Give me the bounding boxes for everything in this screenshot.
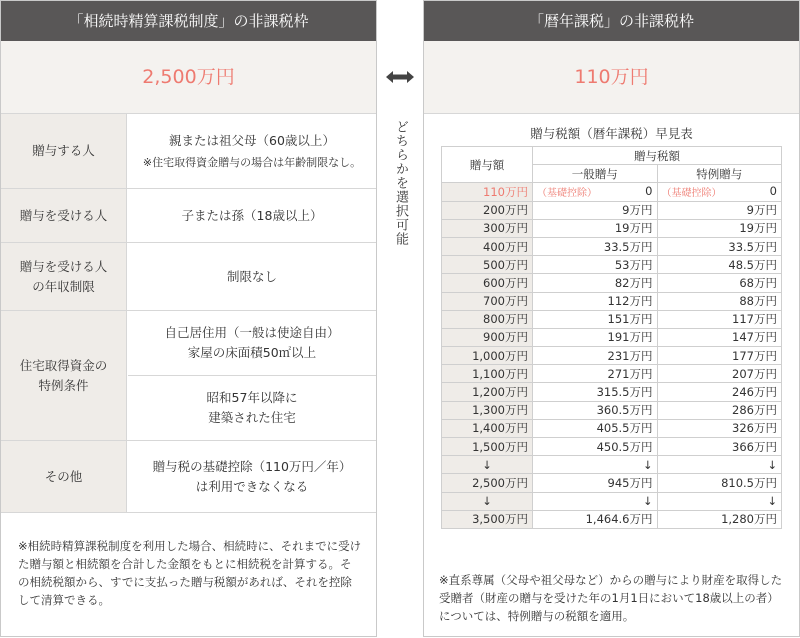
cell-general: 82万円 xyxy=(533,274,658,292)
table-row xyxy=(442,201,782,219)
cell-amount: 1,200万円 xyxy=(442,383,533,401)
table-row xyxy=(442,219,782,237)
cell-general: 945万円 xyxy=(533,474,658,492)
row-label: その他 xyxy=(1,441,127,512)
kiso-label: （基礎控除） xyxy=(537,188,597,200)
table-row xyxy=(442,347,782,365)
header-special: 特例贈与 xyxy=(657,165,782,183)
table-row xyxy=(442,474,782,492)
cell-general: 450.5万円 xyxy=(533,438,658,456)
table-title: 贈与税額（暦年課税）早見表 xyxy=(530,126,693,141)
double-arrow-icon xyxy=(386,70,414,84)
cell-special: 286万円 xyxy=(657,401,782,419)
cell-general: ↓ xyxy=(533,492,658,510)
cell-amount: 1,000万円 xyxy=(442,347,533,365)
exemption-amount: 110万円 xyxy=(424,41,799,114)
cell-amount: 1,100万円 xyxy=(442,365,533,383)
footnote: ※相続時精算課税制度を利用した場合、相続時に、それまでに受けた贈与額と相続額を合計した金額をもとに相続税を計算する。その相続税額から、すでに支払った贈与税額があれば、それを控除して清算できる。 xyxy=(18,539,362,607)
table-row xyxy=(442,183,782,201)
table-header-row xyxy=(442,147,782,165)
row-label: 贈与を受ける人 xyxy=(1,189,127,242)
cell-special: 33.5万円 xyxy=(657,237,782,255)
cell-general: 19万円 xyxy=(533,219,658,237)
table-row xyxy=(442,310,782,328)
row-other xyxy=(1,441,376,513)
row-receiver xyxy=(1,189,376,243)
cell-general: 33.5万円 xyxy=(533,237,658,255)
cell-amount: 200万円 xyxy=(442,201,533,219)
footnote: ※直系尊属（父母や祖父母など）からの贈与により財産を取得した受贈者（財産の贈与を受けた年の1月1日において18歳以上の者）については、特例贈与の税額を適用。 xyxy=(439,573,783,623)
cell-special: 177万円 xyxy=(657,347,782,365)
cell-special: 117万円 xyxy=(657,310,782,328)
row-value: 制限なし xyxy=(226,268,277,284)
cell-special: 0 xyxy=(769,184,777,199)
cell-special: 366万円 xyxy=(657,438,782,456)
choice-indicator xyxy=(377,0,423,638)
cell-general: 271万円 xyxy=(533,365,658,383)
table-row xyxy=(442,419,782,437)
cell-special: ↓ xyxy=(657,456,782,474)
cell-general: 360.5万円 xyxy=(533,401,658,419)
table-row xyxy=(442,510,782,528)
seisan-kazei-panel xyxy=(0,0,377,637)
cell-special: 88万円 xyxy=(657,292,782,310)
cell-amount: 500万円 xyxy=(442,256,533,274)
table-row xyxy=(442,292,782,310)
table-row xyxy=(442,365,782,383)
panel-title: 「相続時精算課税制度」の非課税枠 xyxy=(1,1,376,41)
cell-general: 1,464.6万円 xyxy=(533,510,658,528)
cell-special: ↓ xyxy=(657,492,782,510)
table-row xyxy=(442,274,782,292)
table-row xyxy=(442,383,782,401)
cell-general: 9万円 xyxy=(533,201,658,219)
cell-special: 1,280万円 xyxy=(657,510,782,528)
cell-special: 19万円 xyxy=(657,219,782,237)
row-label: 贈与を受ける人 の年収制限 xyxy=(1,243,127,310)
cell-special: 48.5万円 xyxy=(657,256,782,274)
row-note: ※住宅取得資金贈与の場合は年齢制限なし。 xyxy=(142,155,362,169)
cell-general: 405.5万円 xyxy=(533,419,658,437)
cell-special: 147万円 xyxy=(657,328,782,346)
exemption-amount: 2,500万円 xyxy=(1,41,376,114)
kiso-label: （基礎控除） xyxy=(661,188,722,200)
cell-amount: 3,500万円 xyxy=(442,510,533,528)
row-housing-conditions xyxy=(1,311,376,441)
cell-amount: 700万円 xyxy=(442,292,533,310)
table-row xyxy=(442,401,782,419)
gift-tax-table xyxy=(441,146,782,529)
choice-text: どちらかを選択可能 xyxy=(393,120,408,246)
table-row xyxy=(442,256,782,274)
row-value: 贈与税の基礎控除（110万円／年） は利用できなくなる xyxy=(152,458,352,494)
cell-general: ↓ xyxy=(533,456,658,474)
row-value: 子または孫（18歳以上） xyxy=(181,207,323,223)
cell-general: 53万円 xyxy=(533,256,658,274)
cell-amount: 800万円 xyxy=(442,310,533,328)
cell-special: 68万円 xyxy=(657,274,782,292)
row-value-2: 昭和57年以降に 建築された住宅 xyxy=(206,390,298,425)
cell-amount: 300万円 xyxy=(442,219,533,237)
cell-amount: 1,300万円 xyxy=(442,401,533,419)
cell-general: 191万円 xyxy=(533,328,658,346)
table-row xyxy=(442,438,782,456)
cell-amount: 110万円 xyxy=(442,183,533,201)
header-general: 一般贈与 xyxy=(533,165,658,183)
rekinen-kazei-panel xyxy=(423,0,800,637)
table-row xyxy=(442,456,782,474)
table-row xyxy=(442,328,782,346)
table-row xyxy=(442,492,782,510)
cell-general: 151万円 xyxy=(533,310,658,328)
cell-special: 9万円 xyxy=(657,201,782,219)
header-tax-group: 贈与税額 xyxy=(533,147,782,165)
cell-amount: 600万円 xyxy=(442,274,533,292)
cell-general: 231万円 xyxy=(533,347,658,365)
row-giver xyxy=(1,114,376,189)
cell-amount: ↓ xyxy=(442,492,533,510)
panel-title: 「暦年課税」の非課税枠 xyxy=(424,1,799,41)
cell-amount: 1,500万円 xyxy=(442,438,533,456)
row-value-1: 自己居住用（一般は使途自由） 家屋の床面積50㎡以上 xyxy=(128,311,376,376)
cell-amount: 1,400万円 xyxy=(442,419,533,437)
cell-special: 246万円 xyxy=(657,383,782,401)
cell-amount: 400万円 xyxy=(442,237,533,255)
table-row xyxy=(442,237,782,255)
cell-general: 112万円 xyxy=(533,292,658,310)
row-income-limit xyxy=(1,243,376,311)
cell-amount: 2,500万円 xyxy=(442,474,533,492)
cell-special: 326万円 xyxy=(657,419,782,437)
cell-amount: ↓ xyxy=(442,456,533,474)
cell-special: 207万円 xyxy=(657,365,782,383)
row-label: 住宅取得資金の 特例条件 xyxy=(1,311,127,440)
row-label: 贈与する人 xyxy=(1,114,127,188)
cell-general: 0 xyxy=(645,184,653,199)
cell-general: 315.5万円 xyxy=(533,383,658,401)
cell-amount: 900万円 xyxy=(442,328,533,346)
cell-special: 810.5万円 xyxy=(657,474,782,492)
row-value: 親または祖父母（60歳以上） xyxy=(169,132,335,148)
header-amount: 贈与額 xyxy=(442,147,533,183)
